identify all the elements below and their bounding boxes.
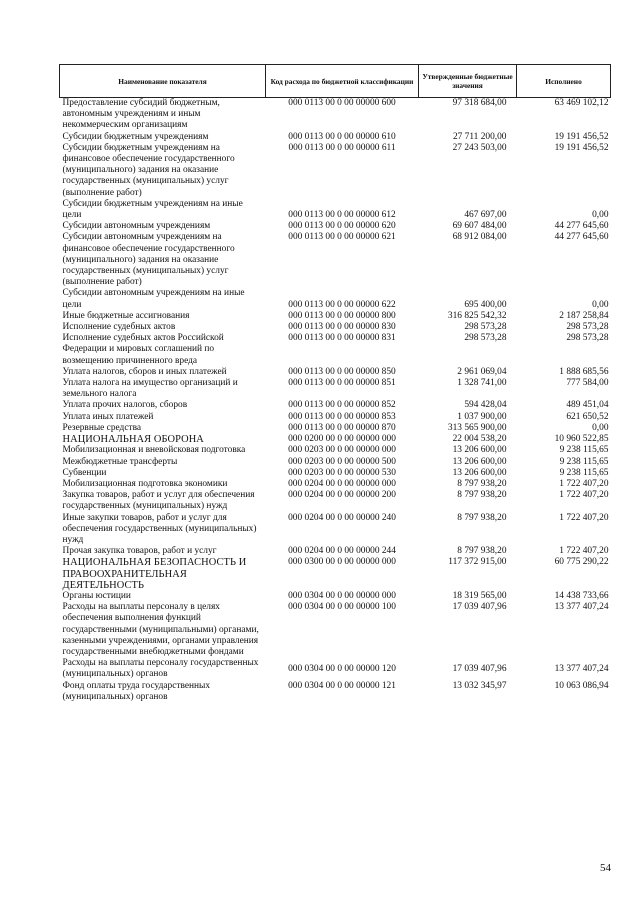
row-approved-value: 8 797 938,20 bbox=[457, 546, 507, 557]
row-indicator-name: Органы юстиции bbox=[62, 590, 131, 601]
row-execution-value: 489 451,04 bbox=[566, 400, 609, 411]
row-classification-code: 000 0203 00 0 00 00000 500 bbox=[288, 456, 396, 467]
row-approved-value: 13 206 600,00 bbox=[452, 445, 507, 456]
table-row bbox=[60, 322, 611, 333]
row-approved-value: 594 428,04 bbox=[464, 400, 507, 411]
table-header-row bbox=[60, 65, 611, 98]
row-classification-code: 000 0113 00 0 00 00000 620 bbox=[288, 221, 396, 232]
row-approved-value: 1 328 741,00 bbox=[457, 378, 507, 389]
row-indicator-name: Фонд оплаты труда государственных (муниципальных) органов bbox=[62, 680, 211, 702]
table-row bbox=[60, 221, 611, 232]
row-approved-value: 8 797 938,20 bbox=[457, 478, 507, 489]
row-classification-code: 000 0113 00 0 00 00000 611 bbox=[288, 142, 396, 153]
row-classification-code: 000 0203 00 0 00 00000 000 bbox=[288, 445, 396, 456]
row-indicator-name: Иные бюджетные ассигнования bbox=[62, 310, 190, 321]
row-classification-code: 000 0203 00 0 00 00000 530 bbox=[288, 467, 396, 478]
row-execution-value: 10 960 522,85 bbox=[554, 434, 609, 445]
row-execution-value: 1 888 685,56 bbox=[559, 366, 609, 377]
row-execution-value: 777 584,00 bbox=[566, 378, 609, 389]
table-row bbox=[60, 132, 611, 143]
row-indicator-name: Иные закупки товаров, работ и услуг для обеспечения государственных (муниципальных) нужд bbox=[62, 512, 257, 545]
row-indicator-name: Уплата прочих налогов, сборов bbox=[62, 400, 188, 411]
row-approved-value: 97 318 684,00 bbox=[452, 98, 507, 108]
row-execution-value: 0,00 bbox=[592, 299, 609, 310]
row-indicator-name: НАЦИОНАЛЬНАЯ ОБОРОНА bbox=[62, 434, 204, 446]
row-approved-value: 13 206 600,00 bbox=[452, 456, 507, 467]
row-execution-value: 1 722 407,20 bbox=[559, 490, 609, 501]
table-row bbox=[60, 479, 611, 490]
row-execution-value: 10 063 086,94 bbox=[554, 680, 609, 691]
row-approved-value: 298 573,28 bbox=[464, 322, 507, 333]
table-row bbox=[60, 400, 611, 411]
row-execution-value: 60 775 290,22 bbox=[554, 557, 609, 568]
row-indicator-name: Расходы на выплаты персоналу государственных (муниципальных) органов bbox=[62, 658, 259, 680]
table-row bbox=[60, 333, 611, 367]
row-indicator-name: Мобилизационная и вневойсковая подготовка bbox=[62, 445, 246, 456]
row-execution-value: 19 191 456,52 bbox=[554, 142, 609, 153]
table-row bbox=[60, 311, 611, 322]
table-body bbox=[60, 98, 611, 703]
row-classification-code: 000 0113 00 0 00 00000 610 bbox=[288, 131, 396, 142]
row-approved-value: 69 607 484,00 bbox=[452, 221, 507, 232]
row-indicator-name: Закупка товаров, работ и услуг для обеспечения государственных (муниципальных) нужд bbox=[62, 490, 255, 512]
row-approved-value: 68 912 084,00 bbox=[452, 232, 507, 243]
header-execution: Исполнено bbox=[517, 65, 611, 98]
table-row bbox=[60, 423, 611, 434]
row-classification-code: 000 0300 00 0 00 00000 000 bbox=[288, 557, 396, 568]
row-classification-code: 000 0204 00 0 00 00000 244 bbox=[288, 546, 396, 557]
row-approved-value: 467 697,00 bbox=[464, 210, 507, 221]
row-indicator-name: Субсидии автономным учреждениям на иные цели bbox=[62, 288, 245, 310]
table-row bbox=[60, 658, 611, 680]
row-approved-value: 27 243 503,00 bbox=[452, 142, 507, 153]
row-indicator-name: Уплата налогов, сборов и иных платежей bbox=[62, 366, 227, 377]
row-indicator-name: Субсидии автономным учреждениям на финансовое обеспечение государственного (муниципального) задания на оказание государственных (муниципальных) услуг (выполнение работ) bbox=[62, 232, 235, 288]
row-execution-value: 0,00 bbox=[592, 210, 609, 221]
table-row bbox=[60, 445, 611, 456]
row-classification-code: 000 0113 00 0 00 00000 870 bbox=[288, 422, 396, 433]
row-execution-value: 19 191 456,52 bbox=[554, 131, 609, 142]
row-execution-value: 0,00 bbox=[592, 422, 609, 433]
row-classification-code: 000 0113 00 0 00 00000 831 bbox=[288, 333, 396, 344]
table-row bbox=[60, 98, 611, 132]
row-approved-value: 2 961 069,04 bbox=[457, 366, 507, 377]
table-row bbox=[60, 232, 611, 288]
row-indicator-name: Субвенции bbox=[62, 467, 107, 478]
row-indicator-name: Резервные средства bbox=[62, 422, 142, 433]
row-execution-value: 9 238 115,65 bbox=[559, 456, 609, 467]
row-approved-value: 1 037 900,00 bbox=[457, 411, 507, 422]
header-approved-values: Утвержденные бюджетные значения bbox=[419, 65, 517, 98]
table-row bbox=[60, 602, 611, 658]
row-approved-value: 17 039 407,96 bbox=[452, 663, 507, 674]
table-row bbox=[60, 468, 611, 479]
row-execution-value: 63 469 102,12 bbox=[554, 98, 609, 108]
row-execution-value: 9 238 115,65 bbox=[559, 445, 609, 456]
row-execution-value: 9 238 115,65 bbox=[559, 467, 609, 478]
row-execution-value: 13 377 407,24 bbox=[554, 602, 609, 613]
row-classification-code: 000 0113 00 0 00 00000 600 bbox=[288, 98, 396, 108]
table-row bbox=[60, 591, 611, 602]
row-execution-value: 44 277 645,60 bbox=[554, 232, 609, 243]
row-approved-value: 8 797 938,20 bbox=[457, 512, 507, 523]
table-row bbox=[60, 367, 611, 378]
row-indicator-name: Мобилизационная подготовка экономики bbox=[62, 478, 228, 489]
row-indicator-name: Субсидии бюджетным учреждениям на финансовое обеспечение государственного (муниципального) задания на оказание государственных (муниципальных) услуг (выполнение работ) bbox=[62, 142, 235, 198]
row-approved-value: 22 004 538,20 bbox=[452, 434, 507, 445]
row-execution-value: 298 573,28 bbox=[566, 333, 609, 344]
budget-execution-report bbox=[59, 64, 610, 703]
table-row bbox=[60, 681, 611, 703]
budget-table bbox=[59, 64, 611, 703]
row-classification-code: 000 0304 00 0 00 00000 121 bbox=[288, 680, 396, 691]
row-execution-value: 621 650,52 bbox=[566, 411, 609, 422]
row-approved-value: 18 319 565,00 bbox=[452, 590, 507, 601]
table-row bbox=[60, 557, 611, 591]
row-indicator-name: НАЦИОНАЛЬНАЯ БЕЗОПАСНОСТЬ И ПРАВООХРАНИТЕЛЬНАЯ ДЕЯТЕЛЬНОСТЬ bbox=[62, 557, 247, 591]
row-approved-value: 13 032 345,97 bbox=[452, 680, 507, 691]
row-indicator-name: Субсидии бюджетным учреждениям bbox=[62, 131, 209, 142]
row-indicator-name: Предоставление субсидий бюджетным, автономным учреждениям и иным некоммерческим организациям bbox=[62, 98, 220, 131]
table-row bbox=[60, 434, 611, 445]
row-approved-value: 8 797 938,20 bbox=[457, 490, 507, 501]
row-classification-code: 000 0113 00 0 00 00000 851 bbox=[288, 378, 396, 389]
row-classification-code: 000 0113 00 0 00 00000 852 bbox=[288, 400, 396, 411]
row-approved-value: 313 565 900,00 bbox=[447, 422, 507, 433]
row-classification-code: 000 0204 00 0 00 00000 000 bbox=[288, 478, 396, 489]
row-approved-value: 695 400,00 bbox=[464, 299, 507, 310]
row-execution-value: 44 277 645,60 bbox=[554, 221, 609, 232]
table-row bbox=[60, 143, 611, 199]
row-execution-value: 13 377 407,24 bbox=[554, 663, 609, 674]
page-number: 54 bbox=[600, 862, 611, 874]
row-approved-value: 17 039 407,96 bbox=[452, 602, 507, 613]
row-classification-code: 000 0200 00 0 00 00000 000 bbox=[288, 434, 396, 445]
row-execution-value: 298 573,28 bbox=[566, 322, 609, 333]
row-approved-value: 27 711 200,00 bbox=[452, 131, 507, 142]
row-execution-value: 1 722 407,20 bbox=[559, 546, 609, 557]
row-classification-code: 000 0204 00 0 00 00000 200 bbox=[288, 490, 396, 501]
row-indicator-name: Расходы на выплаты персоналу в целях обеспечения выполнения функций государственными (муниципальными) органами, казенными учреждениями, органами управления государственными внебюджетными фондами bbox=[62, 602, 259, 657]
table-row bbox=[60, 412, 611, 423]
row-indicator-name: Исполнение судебных актов Российской Федерации и мировых соглашений по возмещению причиненного вреда bbox=[62, 333, 224, 366]
row-execution-value: 1 722 407,20 bbox=[559, 478, 609, 489]
row-classification-code: 000 0304 00 0 00 00000 100 bbox=[288, 602, 396, 613]
row-classification-code: 000 0204 00 0 00 00000 240 bbox=[288, 512, 396, 523]
table-row bbox=[60, 513, 611, 547]
row-classification-code: 000 0113 00 0 00 00000 830 bbox=[288, 322, 396, 333]
row-indicator-name: Исполнение судебных актов bbox=[62, 322, 176, 333]
row-execution-value: 14 438 733,66 bbox=[554, 590, 609, 601]
row-approved-value: 316 825 542,32 bbox=[447, 310, 507, 321]
table-row bbox=[60, 490, 611, 512]
row-classification-code: 000 0113 00 0 00 00000 612 bbox=[288, 210, 396, 221]
row-classification-code: 000 0113 00 0 00 00000 621 bbox=[288, 232, 396, 243]
row-classification-code: 000 0113 00 0 00 00000 622 bbox=[288, 299, 396, 310]
table-row bbox=[60, 288, 611, 310]
table-row bbox=[60, 457, 611, 468]
table-row bbox=[60, 199, 611, 221]
row-indicator-name: Субсидии бюджетным учреждениям на иные цели bbox=[62, 198, 243, 221]
table-row bbox=[60, 378, 611, 400]
row-classification-code: 000 0113 00 0 00 00000 800 bbox=[288, 310, 396, 321]
row-classification-code: 000 0113 00 0 00 00000 850 bbox=[288, 366, 396, 377]
row-indicator-name: Уплата иных платежей bbox=[62, 411, 154, 422]
header-classification-code: Код расхода по бюджетной классификации bbox=[266, 65, 419, 98]
row-approved-value: 117 372 915,00 bbox=[448, 557, 507, 568]
row-indicator-name: Межбюджетные трансферты bbox=[62, 456, 178, 467]
row-classification-code: 000 0304 00 0 00 00000 000 bbox=[288, 590, 396, 601]
row-approved-value: 298 573,28 bbox=[464, 333, 507, 344]
row-execution-value: 2 187 258,84 bbox=[559, 310, 609, 321]
table-row bbox=[60, 546, 611, 557]
row-classification-code: 000 0304 00 0 00 00000 120 bbox=[288, 663, 396, 674]
row-approved-value: 13 206 600,00 bbox=[452, 467, 507, 478]
row-classification-code: 000 0113 00 0 00 00000 853 bbox=[288, 411, 396, 422]
row-indicator-name: Уплата налога на имущество организаций и земельного налога bbox=[62, 378, 238, 400]
header-indicator-name: Наименование показателя bbox=[60, 65, 266, 98]
row-indicator-name: Прочая закупка товаров, работ и услуг bbox=[62, 546, 217, 557]
row-indicator-name: Субсидии автономным учреждениям bbox=[62, 221, 211, 232]
row-execution-value: 1 722 407,20 bbox=[559, 512, 609, 523]
